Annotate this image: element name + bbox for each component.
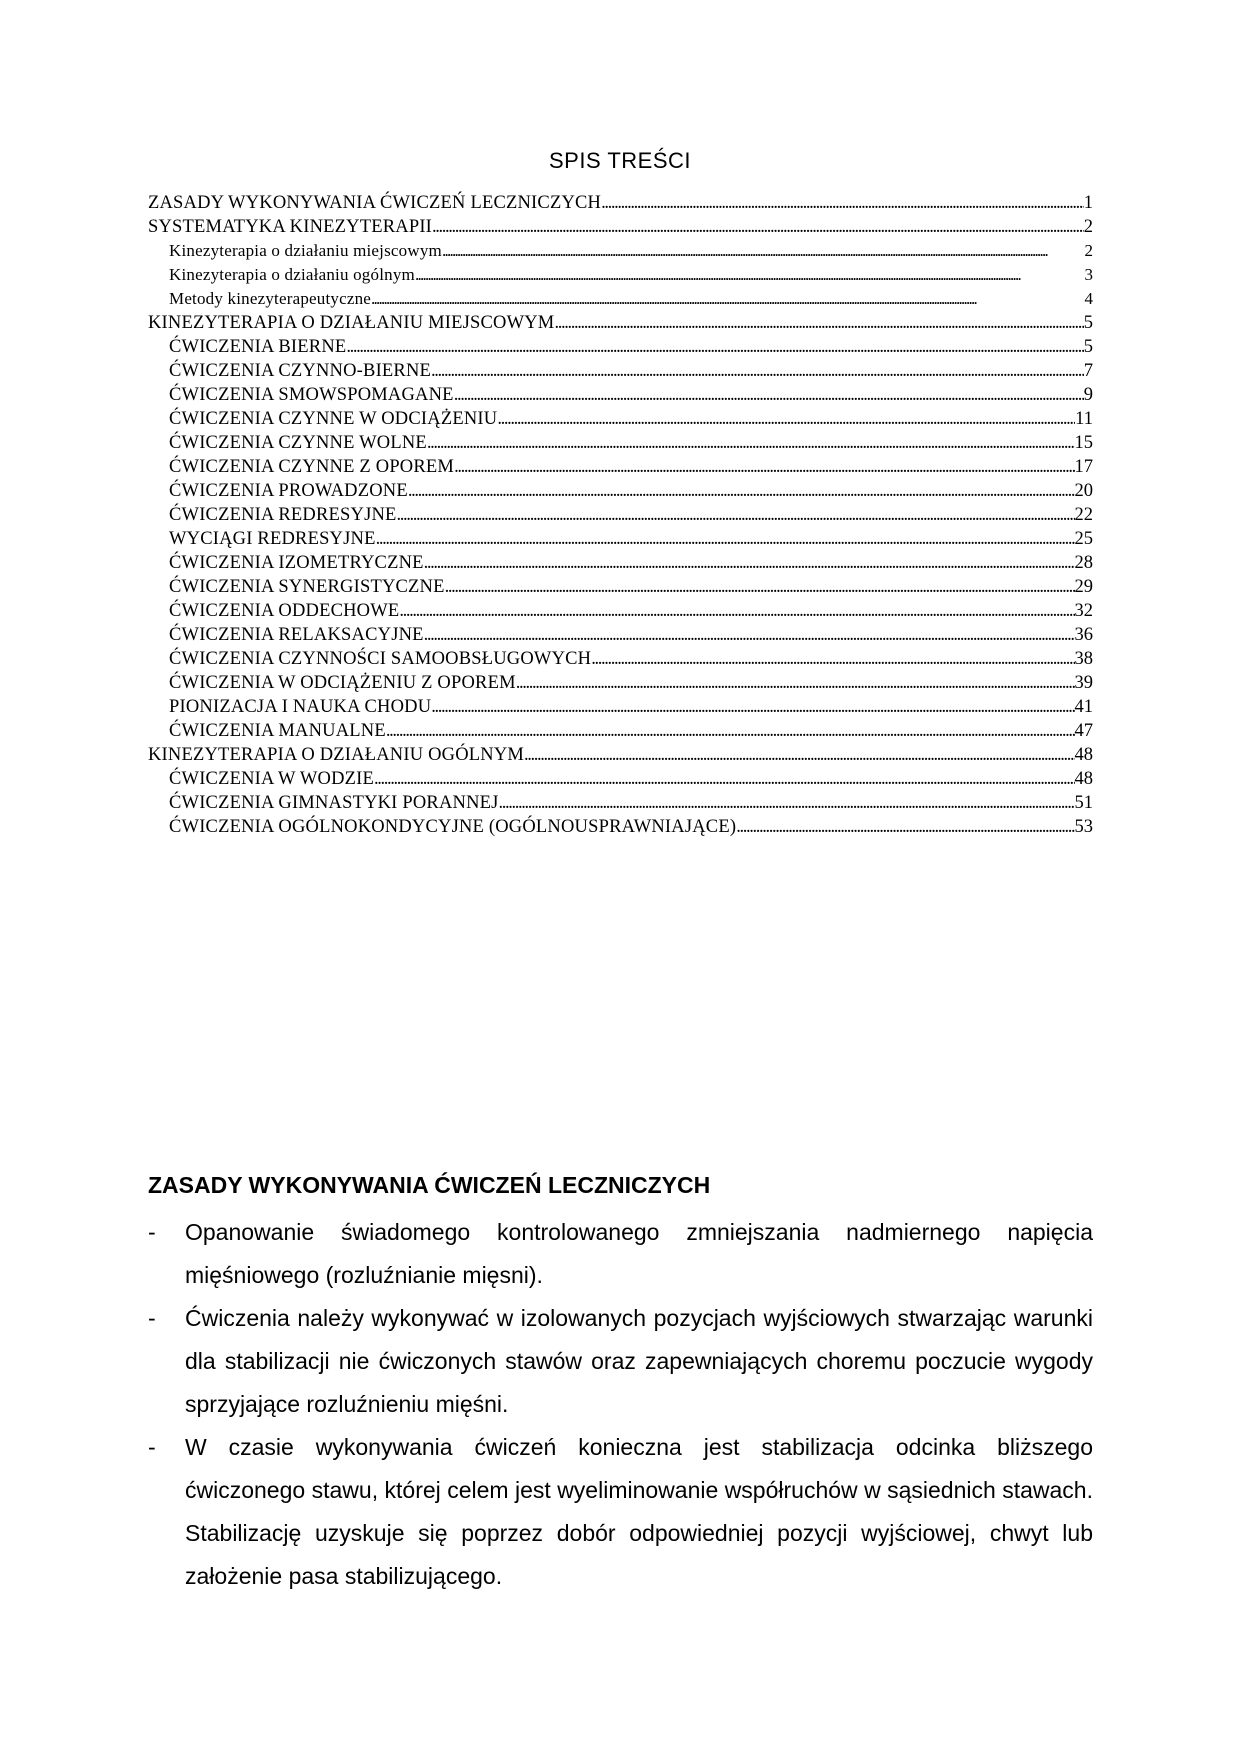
- toc-page-number: 38: [1074, 649, 1093, 669]
- list-item: [148, 1426, 1093, 1598]
- toc-entry-label: WYCIĄGI REDRESYJNE: [169, 529, 376, 549]
- toc-page-number: 53: [1074, 817, 1093, 837]
- toc-entry-label: SYSTEMATYKA KINEZYTERAPII: [148, 217, 433, 237]
- toc-leader: [415, 263, 1085, 287]
- toc-page-number: 25: [1074, 529, 1093, 549]
- toc-leader: [442, 239, 1085, 263]
- toc-page-number: 28: [1074, 553, 1093, 573]
- toc-leader: [346, 335, 1083, 359]
- toc-page-number: 22: [1074, 505, 1093, 525]
- toc-title: SPIS TREŚCI: [548, 148, 692, 173]
- toc-entry-label: ĆWICZENIA CZYNNOŚCI SAMOOBSŁUGOWYCH: [169, 649, 592, 669]
- toc-leader: [424, 551, 1075, 575]
- toc-entry[interactable]: [148, 551, 1093, 575]
- toc-leader: [445, 575, 1075, 599]
- toc-leader: [376, 527, 1075, 551]
- toc-entry-label: ĆWICZENIA ODDECHOWE: [169, 601, 400, 621]
- toc-page-number: 41: [1074, 697, 1093, 717]
- toc-page-number: 39: [1074, 673, 1093, 693]
- bullet-dash: -: [148, 1434, 156, 1460]
- toc-page-number: 3: [1084, 265, 1093, 284]
- toc-leader: [427, 431, 1075, 455]
- toc-entry[interactable]: [148, 503, 1093, 527]
- toc-entry[interactable]: [148, 239, 1093, 263]
- toc-page-number: 48: [1074, 769, 1093, 789]
- toc-entry[interactable]: [148, 359, 1093, 383]
- toc-entry[interactable]: [148, 791, 1093, 815]
- toc-page-number: 47: [1074, 721, 1093, 741]
- toc-entry[interactable]: [148, 335, 1093, 359]
- toc-page-number: 9: [1083, 385, 1093, 405]
- toc-entry-label: ĆWICZENIA REDRESYJNE: [169, 505, 397, 525]
- toc-page-number: 11: [1075, 409, 1093, 429]
- toc-leader: [524, 743, 1074, 767]
- toc-page-number: 2: [1084, 241, 1093, 260]
- toc-entry-label: ĆWICZENIA RELAKSACYJNE: [169, 625, 424, 645]
- toc-page-number: 5: [1083, 337, 1093, 357]
- toc-entry-label: ĆWICZENIA SMOWSPOMAGANE: [169, 385, 454, 405]
- toc-page-number: 2: [1083, 217, 1093, 237]
- toc-entry-label: ĆWICZENIA MANUALNE: [169, 721, 386, 741]
- list-item: [148, 1297, 1093, 1426]
- toc-page-number: 15: [1074, 433, 1093, 453]
- toc-leader: [397, 503, 1075, 527]
- toc-leader: [554, 311, 1083, 335]
- toc-entry-label: ĆWICZENIA CZYNNE Z OPOREM: [169, 457, 455, 477]
- toc-entry[interactable]: [148, 599, 1093, 623]
- toc-entry-label: ĆWICZENIA OGÓLNOKONDYCYJNE (OGÓLNOUSPRAWNIAJĄCE): [169, 817, 737, 837]
- toc-entry[interactable]: [148, 479, 1093, 503]
- toc-leader: [371, 287, 1084, 311]
- toc-entry[interactable]: [148, 311, 1093, 335]
- toc-page-number: 17: [1074, 457, 1093, 477]
- toc-entry[interactable]: [148, 191, 1093, 215]
- toc-page-number: 51: [1074, 793, 1093, 813]
- toc-leader: [408, 479, 1075, 503]
- toc-entry-label: ĆWICZENIA W ODCIĄŻENIU Z OPOREM: [169, 673, 516, 693]
- toc-entry[interactable]: [148, 431, 1093, 455]
- toc-page-number: 48: [1074, 745, 1093, 765]
- list-item-text: Opanowanie świadomego kontrolowanego zmniejszania nadmiernego napięcia mięśniowego (rozluźnianie mięsni).: [185, 1219, 1093, 1288]
- toc-page-number: 4: [1084, 289, 1093, 308]
- toc-entry-label: Kinezyterapia o działaniu miejscowym: [169, 241, 442, 260]
- bullet-dash: -: [148, 1219, 156, 1245]
- toc-entry[interactable]: [148, 743, 1093, 767]
- list-item-text: W czasie wykonywania ćwiczeń konieczna jest stabilizacja odcinka bliższego ćwiczonego stawu, której celem jest wyeliminowanie współruchów w sąsiednich stawach. Stabilizację uzyskuje się poprzez dobór odpowiedniej pozycji wyjściowej, chwyt lub założenie pasa stabilizującego.: [185, 1434, 1093, 1589]
- toc-leader: [516, 671, 1075, 695]
- section-heading: ZASADY WYKONYWANIA ĆWICZEŃ LECZNICZYCH: [148, 1172, 711, 1198]
- toc-leader: [601, 191, 1084, 215]
- toc-page-number: 1: [1083, 193, 1093, 213]
- toc-entry-label: ĆWICZENIA CZYNNE WOLNE: [169, 433, 427, 453]
- toc-leader: [432, 215, 1084, 239]
- toc-entry[interactable]: [148, 575, 1093, 599]
- toc-entry-label: ĆWICZENIA CZYNNO-BIERNE: [169, 361, 432, 381]
- toc-entry-label: ĆWICZENIA SYNERGISTYCZNE: [169, 577, 445, 597]
- toc-page-number: 20: [1074, 481, 1093, 501]
- toc-entry-label: KINEZYTERAPIA O DZIAŁANIU OGÓLNYM: [148, 745, 525, 765]
- toc-entry-label: ĆWICZENIA CZYNNE W ODCIĄŻENIU: [169, 409, 498, 429]
- toc-page-number: 7: [1083, 361, 1093, 381]
- toc-entry[interactable]: [148, 407, 1093, 431]
- toc-entry[interactable]: [148, 695, 1093, 719]
- list-item: [148, 1211, 1093, 1297]
- toc-entry[interactable]: [148, 815, 1093, 839]
- toc-leader: [431, 695, 1074, 719]
- bullet-dash: -: [148, 1305, 156, 1331]
- table-of-contents: [148, 191, 1093, 839]
- toc-leader: [736, 815, 1074, 839]
- toc-leader: [497, 407, 1075, 431]
- toc-entry[interactable]: [148, 527, 1093, 551]
- toc-entry[interactable]: [148, 455, 1093, 479]
- toc-entry-label: ĆWICZENIA PROWADZONE: [169, 481, 408, 501]
- toc-leader: [399, 599, 1074, 623]
- toc-page-number: 36: [1074, 625, 1093, 645]
- toc-entry[interactable]: [148, 215, 1093, 239]
- toc-page-number: 32: [1074, 601, 1093, 621]
- toc-entry-label: Metody kinezyterapeutyczne: [169, 289, 372, 308]
- toc-leader: [386, 719, 1075, 743]
- toc-entry-label: ĆWICZENIA IZOMETRYCZNE: [169, 553, 424, 573]
- toc-leader: [499, 791, 1075, 815]
- toc-entry-label: ZASADY WYKONYWANIA ĆWICZEŃ LECZNICZYCH: [148, 193, 602, 213]
- toc-leader: [454, 455, 1074, 479]
- toc-page-number: 29: [1074, 577, 1093, 597]
- toc-entry-label: ĆWICZENIA BIERNE: [169, 337, 347, 357]
- toc-leader: [431, 359, 1084, 383]
- toc-entry[interactable]: [148, 623, 1093, 647]
- toc-entry[interactable]: [148, 263, 1093, 287]
- toc-entry-label: ĆWICZENIA W WODZIE: [169, 769, 375, 789]
- toc-entry[interactable]: [148, 719, 1093, 743]
- toc-entry[interactable]: [148, 647, 1093, 671]
- toc-leader: [424, 623, 1075, 647]
- toc-entry[interactable]: [148, 383, 1093, 407]
- bullet-list: [148, 1211, 1093, 1598]
- toc-entry[interactable]: [148, 287, 1093, 311]
- toc-leader: [374, 767, 1074, 791]
- toc-entry-label: Kinezyterapia o działaniu ogólnym: [169, 265, 415, 284]
- toc-entry-label: PIONIZACJA I NAUKA CHODU: [169, 697, 432, 717]
- toc-entry-label: KINEZYTERAPIA O DZIAŁANIU MIEJSCOWYM: [148, 313, 555, 333]
- toc-entry-label: ĆWICZENIA GIMNASTYKI PORANNEJ: [169, 793, 499, 813]
- toc-leader: [591, 647, 1074, 671]
- toc-entry[interactable]: [148, 671, 1093, 695]
- toc-page-number: 5: [1083, 313, 1093, 333]
- list-item-text: Ćwiczenia należy wykonywać w izolowanych pozycjach wyjściowych stwarzając warunki dla stabilizacji nie ćwiczonych stawów oraz zapewniających choremu poczucie wygody sprzyjające rozluźnieniu mięśni.: [185, 1305, 1093, 1417]
- toc-entry[interactable]: [148, 767, 1093, 791]
- toc-leader: [454, 383, 1084, 407]
